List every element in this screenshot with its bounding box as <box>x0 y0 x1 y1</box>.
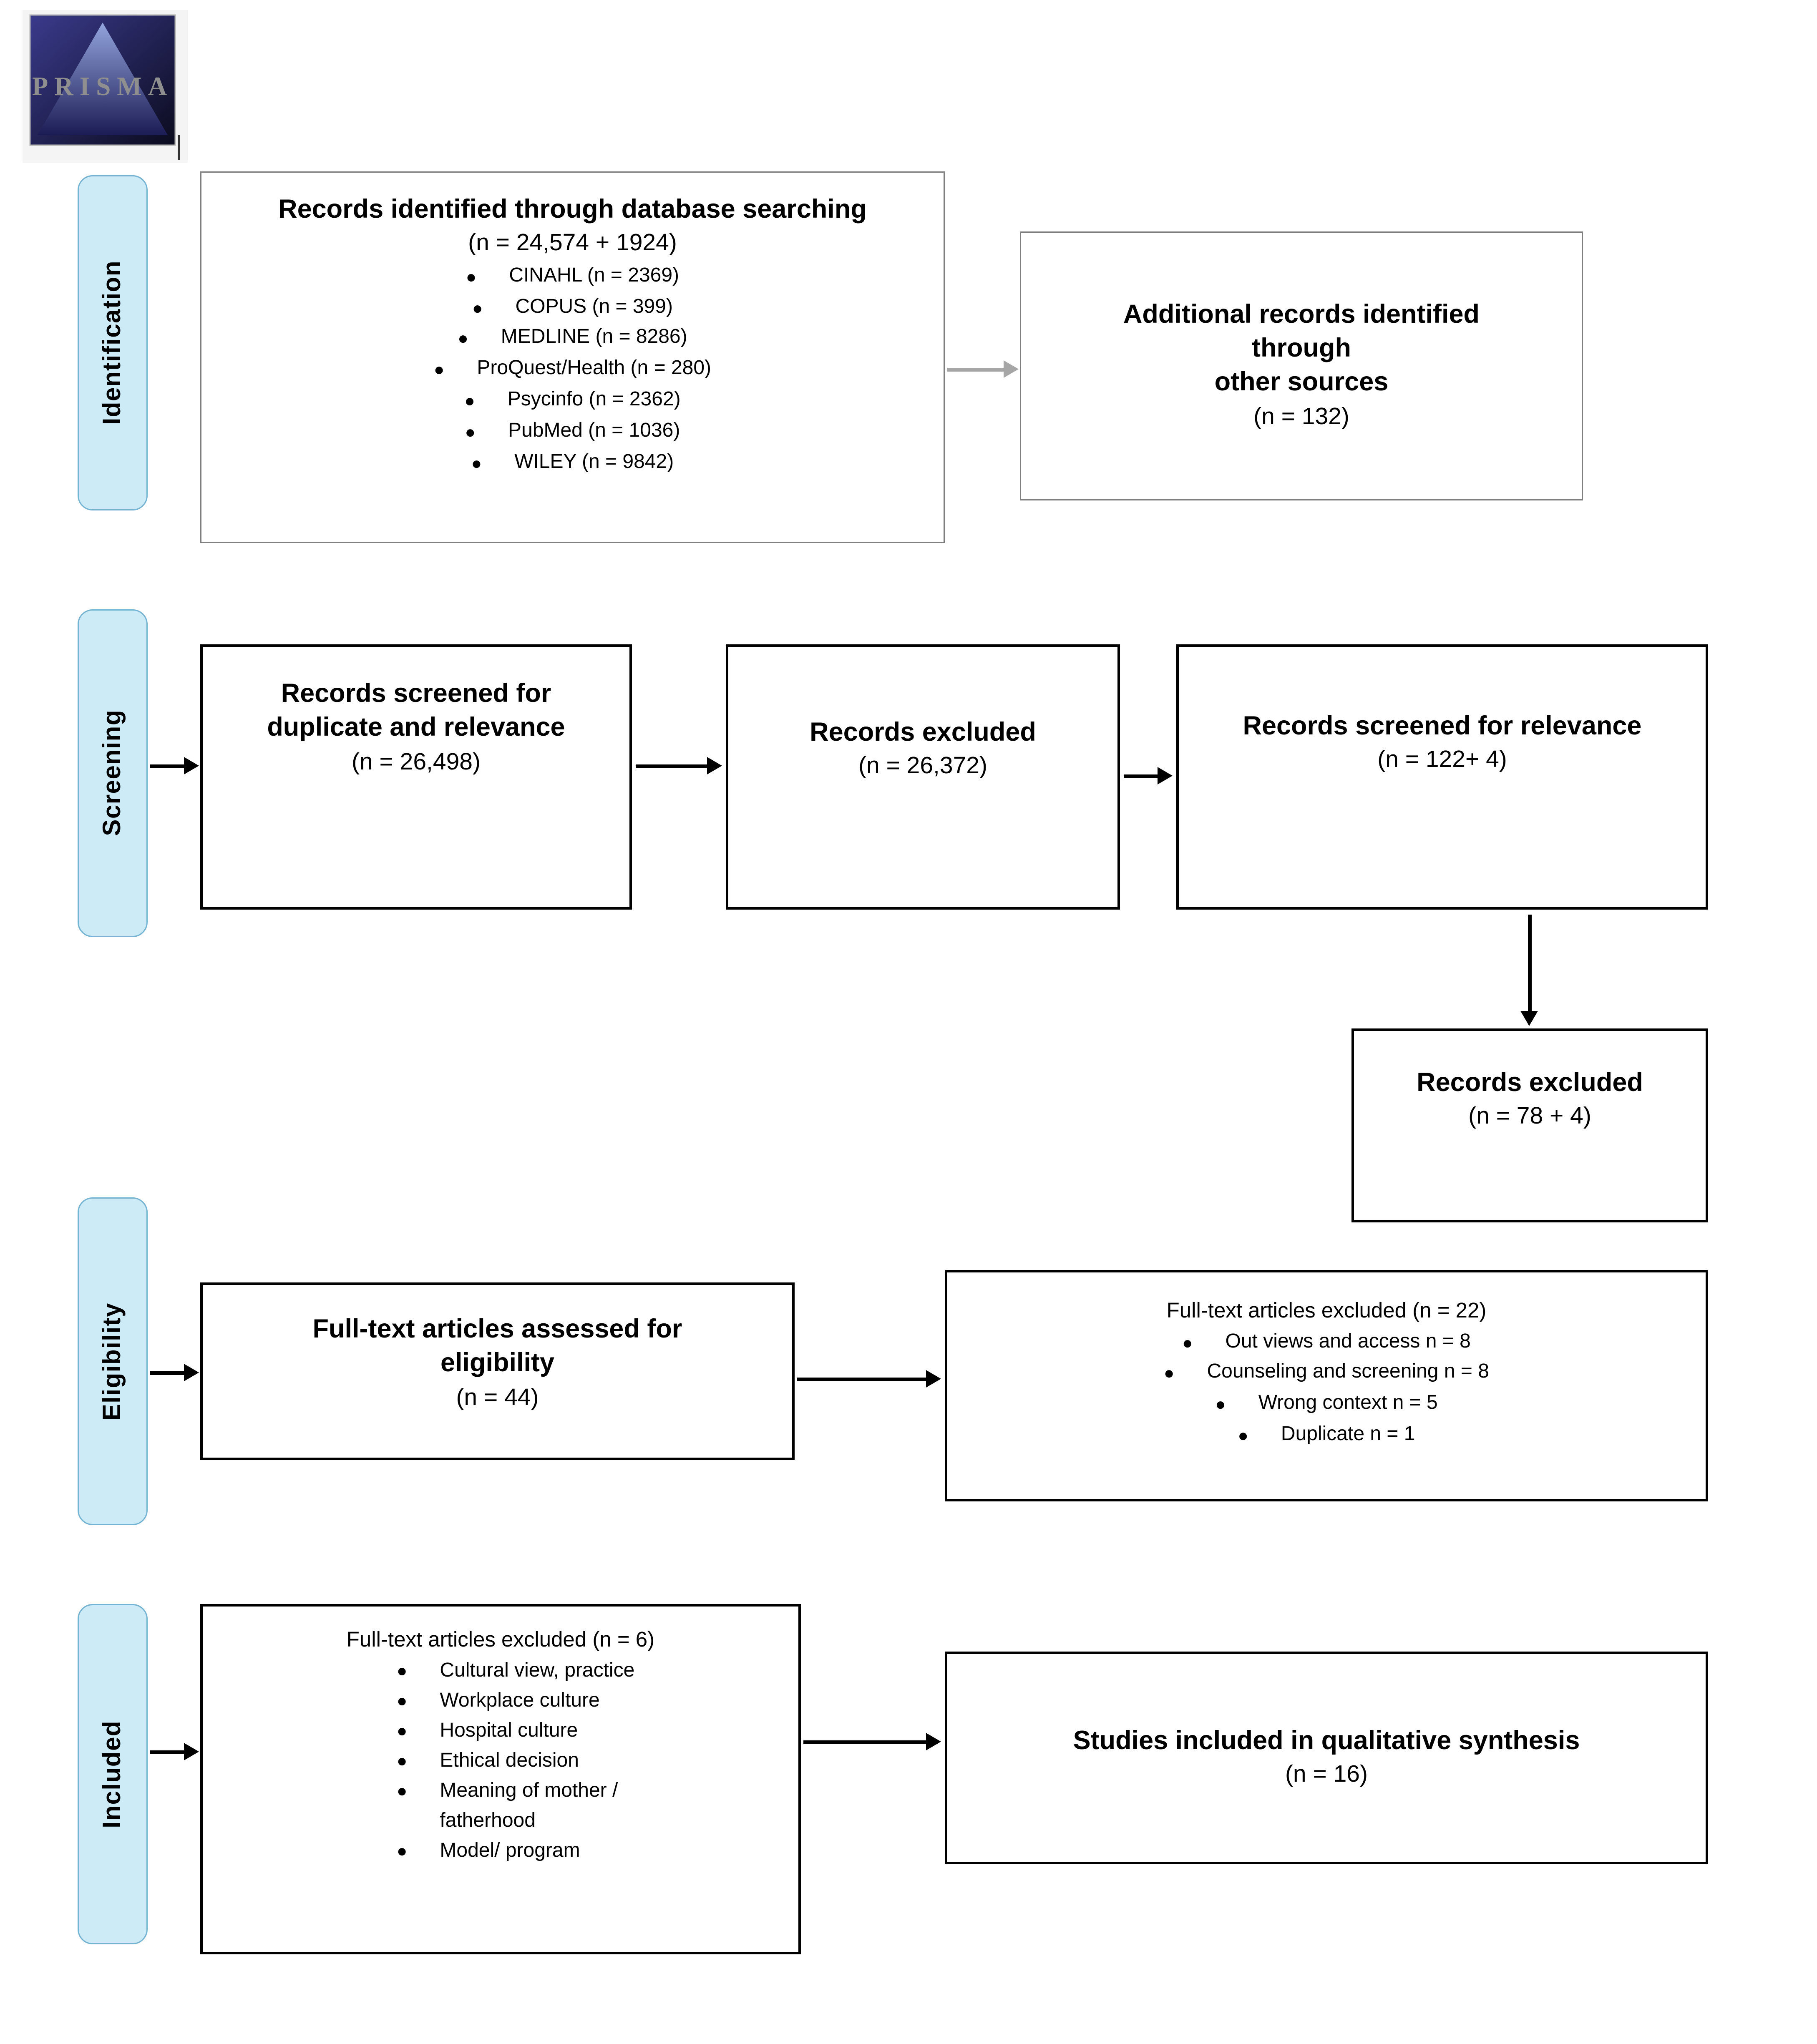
bullet-icon: ● <box>1182 1332 1193 1352</box>
exclusion-reason: Workplace culture <box>440 1690 600 1711</box>
arrow-fulltext-to-excluded22 <box>797 1378 927 1381</box>
box-records-identified-title: Records identified through database searching <box>278 195 867 224</box>
box-additional-line: through <box>1252 334 1351 363</box>
stage-identification <box>78 175 148 510</box>
bullet-icon: ● <box>397 1840 408 1860</box>
arrow-screening-to-screened <box>150 764 185 768</box>
box-included-title: Studies included in qualitative synthesis <box>1073 1726 1580 1755</box>
box-excluded-first-n: (n = 26,372) <box>858 753 987 780</box>
box-included-n: (n = 16) <box>1285 1761 1368 1788</box>
box-records-identified-n: (n = 24,574 + 1924) <box>468 230 677 257</box>
arrow-relevance-to-excluded-second <box>1528 915 1532 1012</box>
bullet-icon: ● <box>397 1690 408 1710</box>
prisma-logo <box>23 10 188 163</box>
box-records-excluded-second <box>1351 1028 1708 1222</box>
exclusion-reason: Duplicate n = 1 <box>1281 1423 1415 1445</box>
box-additional-n: (n = 132) <box>1253 404 1349 430</box>
bullet-icon: ● <box>465 421 476 442</box>
exclusion-reason: Wrong context n = 5 <box>1258 1393 1438 1414</box>
prisma-logo-image <box>23 10 188 163</box>
box-fulltext-excluded-6 <box>200 1604 801 1954</box>
database-item: ProQuest/Health (n = 280) <box>477 358 712 380</box>
bullet-icon: ● <box>466 266 477 287</box>
bullet-icon: ● <box>464 390 475 411</box>
bullet-icon: ● <box>397 1750 408 1770</box>
stage-identification-label: Identification <box>98 260 126 425</box>
arrow-eligibility-to-fulltext <box>150 1371 185 1375</box>
box-fulltext-excluded-22 <box>945 1270 1708 1501</box>
bullet-icon: ● <box>397 1659 408 1680</box>
box-screened-line: Records screened for <box>281 679 551 708</box>
stage-eligibility-label: Eligibility <box>98 1302 126 1420</box>
bullet-icon: ● <box>397 1780 408 1800</box>
database-item: Psycinfo (n = 2362) <box>507 389 681 411</box>
database-item: PubMed (n = 1036) <box>508 420 680 442</box>
box-relevance-title: Records screened for relevance <box>1243 712 1642 741</box>
stage-screening-label: Screening <box>98 710 126 837</box>
box-records-screened-duplicate <box>200 644 632 910</box>
arrow-identified-to-additional <box>947 368 1005 372</box>
arrow-excluded-to-relevance <box>1124 774 1159 778</box>
exclusion-reason: Counseling and screening n = 8 <box>1207 1361 1489 1383</box>
stage-screening <box>78 609 148 937</box>
exclusion-reason: Hospital culture <box>440 1720 578 1741</box>
box-fulltext-line: Full-text articles assessed for <box>312 1315 682 1344</box>
box-records-screened-relevance <box>1176 644 1708 910</box>
arrow-screened-to-excluded <box>636 764 708 768</box>
box-screened-line: duplicate and relevance <box>267 713 565 742</box>
box-additional-records <box>1020 231 1583 500</box>
database-item: COPUS (n = 399) <box>515 296 673 317</box>
box-studies-included <box>945 1652 1708 1864</box>
box-fulltext-n: (n = 44) <box>456 1384 539 1411</box>
stage-eligibility <box>78 1197 148 1525</box>
bullet-icon: ● <box>1164 1363 1175 1383</box>
box-screened-n: (n = 26,498) <box>352 749 481 775</box>
exclusion-reason: Model/ program <box>440 1840 580 1861</box>
exclusion-reason: Ethical decision <box>440 1750 579 1771</box>
stage-included <box>78 1604 148 1944</box>
prisma-logo-text: PRISMA <box>32 72 174 101</box>
box-records-excluded-first <box>726 644 1120 910</box>
box-excluded-first-title: Records excluded <box>810 718 1036 747</box>
bullet-icon: ● <box>471 452 482 473</box>
database-item: MEDLINE (n = 8286) <box>501 327 687 349</box>
exclusion-reason: Cultural view, practice <box>440 1659 635 1681</box>
box-fulltext-assessed <box>200 1282 795 1460</box>
bullet-icon: ● <box>397 1720 408 1740</box>
box-records-identified <box>200 171 945 543</box>
box-additional-line: Additional records identified <box>1123 300 1480 329</box>
bullet-icon: ● <box>433 359 445 380</box>
database-item: WILEY (n = 9842) <box>514 451 674 473</box>
box-excluded6-title: Full-text articles excluded (n = 6) <box>346 1628 655 1652</box>
box-excluded-second-n: (n = 78 + 4) <box>1468 1104 1591 1130</box>
box-relevance-n: (n = 122+ 4) <box>1377 747 1507 774</box>
bullet-icon: ● <box>458 328 468 349</box>
box-excluded22-title: Full-text articles excluded (n = 22) <box>1166 1299 1487 1322</box>
box-excluded-second-title: Records excluded <box>1417 1069 1643 1097</box>
exclusion-reason: Meaning of mother / fatherhood <box>440 1780 618 1831</box>
database-item: CINAHL (n = 2369) <box>509 265 679 287</box>
exclusion-reason: Out views and access n = 8 <box>1225 1330 1471 1352</box>
bullet-icon: ● <box>472 297 483 317</box>
box-additional-line: other sources <box>1214 368 1389 397</box>
arrow-included-to-excluded6 <box>150 1750 185 1754</box>
arrow-excluded6-to-included <box>803 1740 927 1744</box>
box-fulltext-line: eligibility <box>440 1349 554 1378</box>
bullet-icon: ● <box>1215 1394 1226 1414</box>
stage-included-label: Included <box>98 1720 126 1828</box>
bullet-icon: ● <box>1238 1425 1248 1445</box>
